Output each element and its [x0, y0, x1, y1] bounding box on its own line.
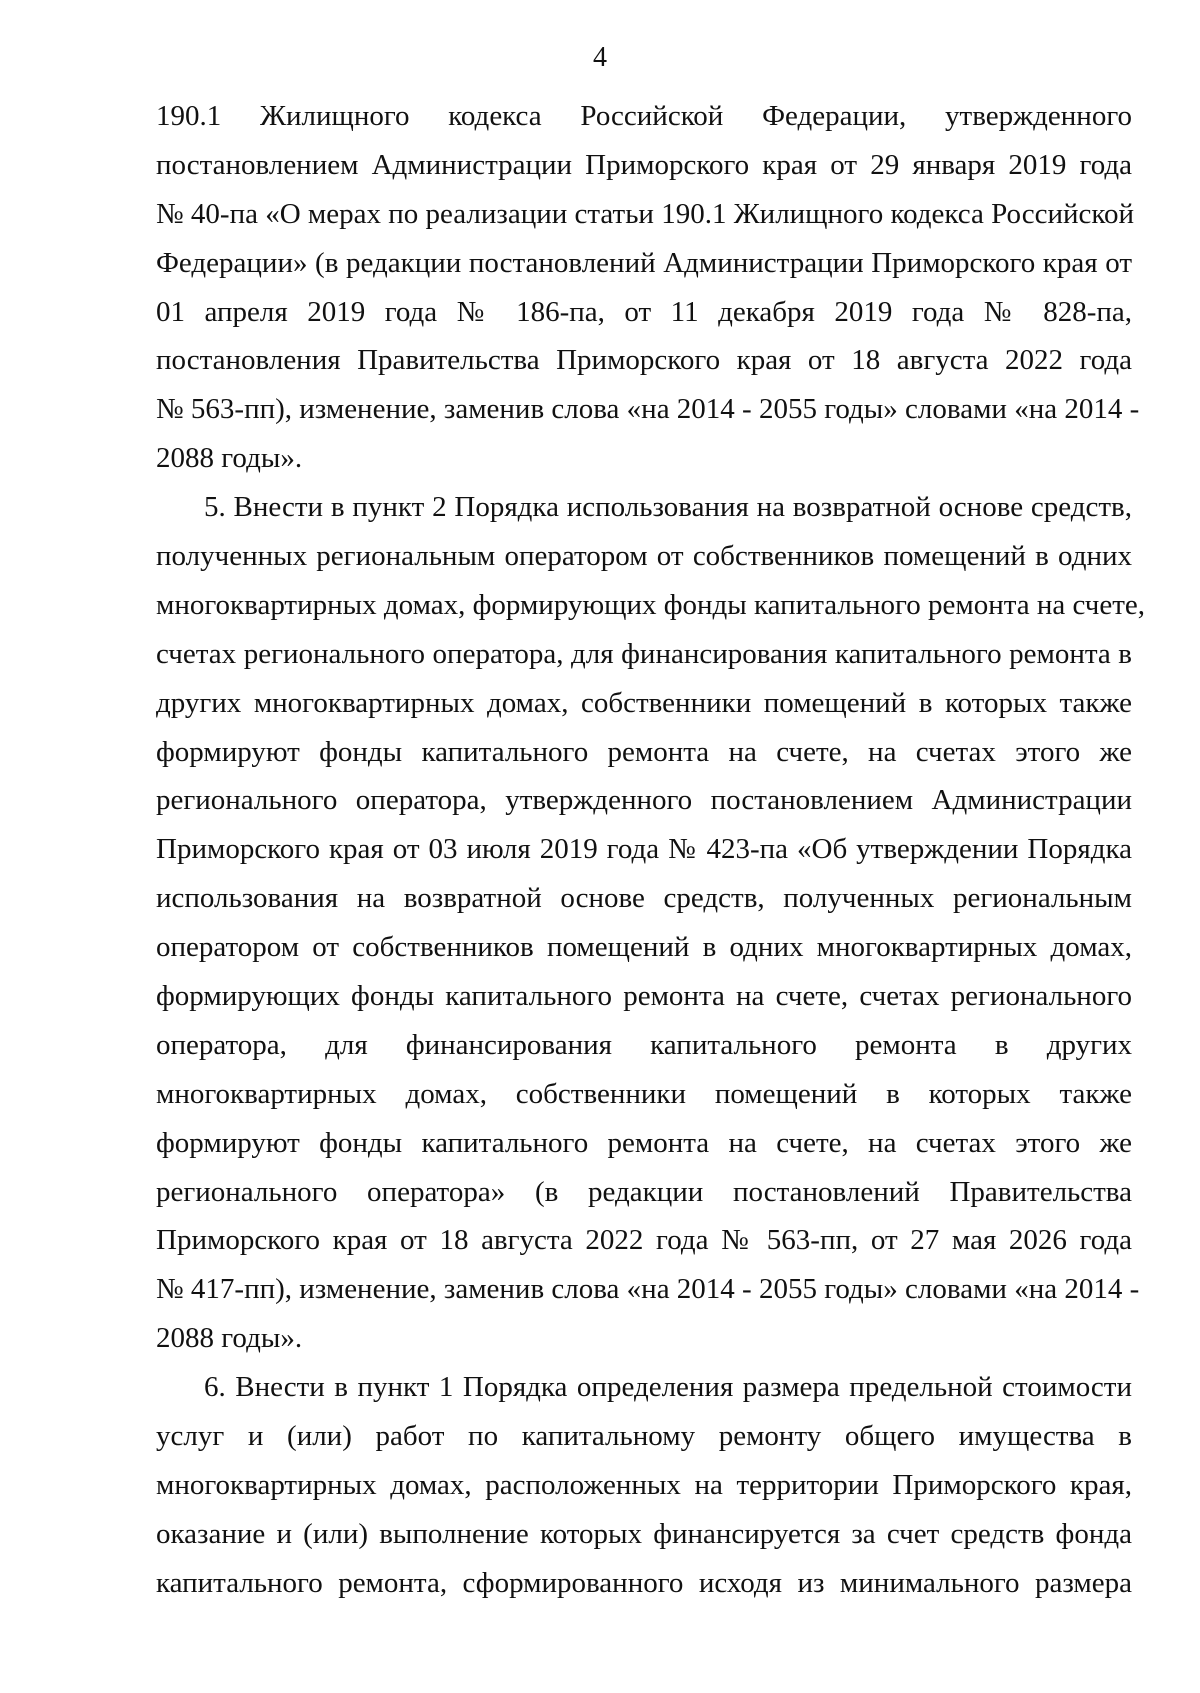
text-line: регионального оператора» (в редакции постановлений Правительства [156, 1175, 1132, 1208]
text-line: многоквартирных домах, собственники помещений в которых также [156, 1077, 1132, 1110]
text-line: оператором от собственников помещений в одних многоквартирных домах, [156, 931, 1132, 964]
text-line: формирующих фонды капитального ремонта на счете, счетах регионального [156, 980, 1132, 1013]
text-line: 5. Внести в пункт 2 Порядка использования на возвратной основе средств, [204, 491, 1132, 524]
text-line: счетах регионального оператора, для финансирования капитального ремонта в [156, 637, 1132, 670]
page-number: 4 [593, 42, 607, 73]
text-line: услуг и (или) работ по капитальному ремонту общего имущества в [156, 1420, 1132, 1453]
document-body [156, 92, 1146, 1608]
text-line: 2088 годы». [156, 442, 303, 475]
text-line: использования на возвратной основе средств, полученных региональным [156, 882, 1132, 915]
text-line: оператора, для финансирования капитального ремонта в других [156, 1028, 1132, 1061]
text-line: полученных региональным оператором от собственников помещений в одних [156, 540, 1132, 573]
text-line: 01 апреля 2019 года № 186-па, от 11 декабря 2019 года № 828-па, [156, 295, 1132, 328]
text-line: формируют фонды капитального ремонта на счете, на счетах этого же [156, 1126, 1132, 1159]
text-line: Приморского края от 18 августа 2022 года № 563-пп, от 27 мая 2026 года [156, 1224, 1132, 1257]
text-line: № 563-пп), изменение, заменив слова «на 2014 - 2055 годы» словами «на 2014 - [156, 393, 1140, 426]
text-line: Федерации» (в редакции постановлений Администрации Приморского края от [156, 246, 1132, 279]
text-line: № 417-пп), изменение, заменив слова «на 2014 - 2055 годы» словами «на 2014 - [156, 1273, 1140, 1306]
text-line: Приморского края от 03 июля 2019 года № 423-па «Об утверждении Порядка [156, 833, 1132, 866]
text-line: других многоквартирных домах, собственники помещений в которых также [156, 686, 1132, 719]
text-line: многоквартирных домах, формирующих фонды капитального ремонта на счете, [156, 588, 1146, 621]
text-line: 2088 годы». [156, 1322, 303, 1355]
text-line: постановлением Администрации Приморского края от 29 января 2019 года [156, 148, 1132, 181]
text-line: постановления Правительства Приморского края от 18 августа 2022 года [156, 344, 1132, 377]
text-line: регионального оператора, утвержденного постановлением Администрации [156, 784, 1132, 817]
text-line: 190.1 Жилищного кодекса Российской Федерации, утвержденного [156, 100, 1132, 132]
text-line: многоквартирных домах, расположенных на территории Приморского края, [156, 1468, 1132, 1501]
text-line: № 40-па «О мерах по реализации статьи 190.1 Жилищного кодекса Российской [156, 197, 1134, 230]
text-line: капитального ремонта, сформированного исходя из минимального размера [156, 1566, 1132, 1599]
text-line: формируют фонды капитального ремонта на счете, на счетах этого же [156, 735, 1132, 768]
text-line: 6. Внести в пункт 1 Порядка определения размера предельной стоимости [204, 1371, 1132, 1404]
text-line: оказание и (или) выполнение которых финансируется за счет средств фонда [156, 1517, 1132, 1550]
